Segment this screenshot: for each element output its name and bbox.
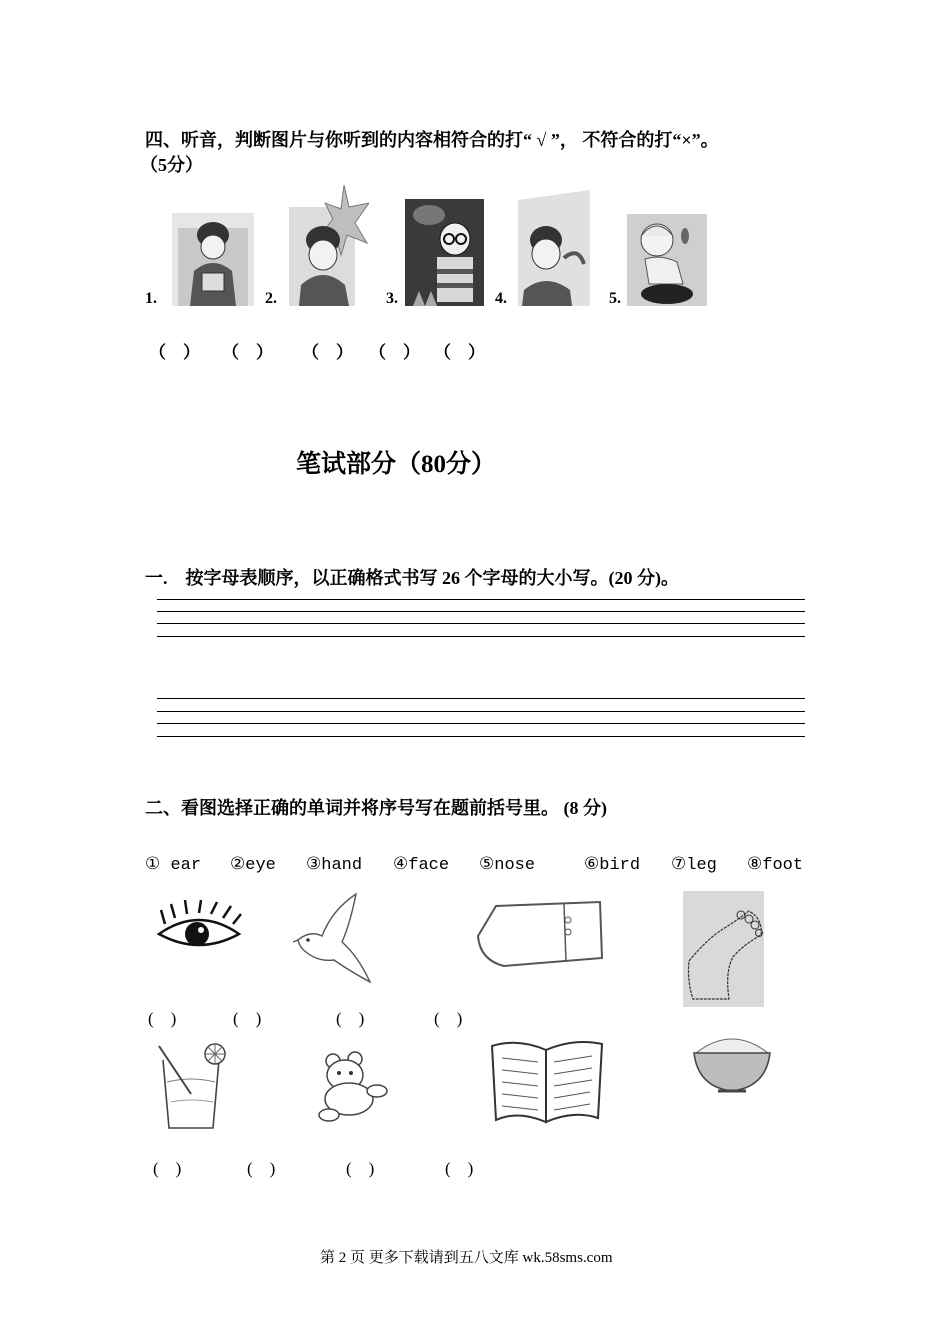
picture-number-5: 5.	[609, 290, 621, 307]
answer-paren-2[interactable]: （ ）	[222, 343, 273, 362]
word-option-7: ⑦leg	[671, 856, 717, 875]
written-part-title: 笔试部分（80分）	[296, 451, 497, 478]
section4-title: 四、听音，判断图片与你听到的内容相符合的打“ √ ”， 不符合的打“×”。	[145, 130, 719, 150]
section1-title: 一. 按字母表顺序，以正确格式书写 26 个字母的大小写。(20 分)。	[145, 568, 679, 588]
picture-number-3: 3.	[386, 290, 398, 307]
word-option-3: ③hand	[306, 856, 363, 875]
row1-answer-4[interactable]: ( )	[434, 1009, 463, 1028]
section4-score: （5分）	[140, 155, 203, 175]
row2-answer-3[interactable]: ( )	[346, 1159, 375, 1178]
row1-answer-1[interactable]: ( )	[148, 1009, 177, 1028]
writing-line	[157, 623, 805, 624]
boy-ear-picture	[518, 190, 590, 306]
boy-glasses-picture	[405, 199, 484, 306]
writing-line	[157, 736, 805, 737]
word-option-5: ⑤nose	[479, 856, 536, 875]
foot-picture	[683, 891, 764, 1007]
section2-title: 二、看图选择正确的单词并将序号写在题前括号里。 (8 分)	[145, 798, 607, 818]
writing-line	[157, 611, 805, 612]
row2-answer-2[interactable]: ( )	[247, 1159, 276, 1178]
row1-answer-2[interactable]: ( )	[233, 1009, 262, 1028]
writing-line	[157, 711, 805, 712]
eraser-picture	[474, 900, 606, 968]
picture-number-1: 1.	[145, 290, 157, 307]
row2-answer-4[interactable]: ( )	[445, 1159, 474, 1178]
row2-answer-1[interactable]: ( )	[153, 1159, 182, 1178]
writing-line	[157, 599, 805, 600]
writing-line	[157, 636, 805, 637]
juice-glass-picture	[155, 1042, 233, 1132]
answer-paren-3[interactable]: （ ）	[302, 343, 353, 362]
rice-bowl-picture	[690, 1025, 774, 1095]
answer-paren-5[interactable]: （ ）	[434, 343, 485, 362]
word-option-6: ⑥bird	[584, 856, 641, 875]
answer-paren-1[interactable]: （ ）	[149, 343, 200, 362]
page-footer: 第 2 页 更多下载请到五八文库 wk.58sms.com	[320, 1250, 613, 1266]
word-option-2: ②eye	[230, 856, 276, 875]
boy-mouth-picture	[172, 213, 254, 306]
picture-number-2: 2.	[265, 290, 277, 307]
writing-line	[157, 723, 805, 724]
girl-sitting-picture	[627, 214, 707, 306]
answer-paren-4[interactable]: （ ）	[369, 343, 420, 362]
writing-line	[157, 698, 805, 699]
bird-picture	[292, 890, 374, 990]
book-picture	[488, 1036, 606, 1126]
eye-picture	[155, 900, 243, 958]
word-option-8: ⑧foot	[747, 856, 804, 875]
picture-number-4: 4.	[495, 290, 507, 307]
word-option-1: ① ear	[145, 856, 202, 875]
row1-answer-3[interactable]: ( )	[336, 1009, 365, 1028]
teddy-bear-picture	[309, 1051, 391, 1123]
word-option-4: ④face	[393, 856, 450, 875]
boy-nose-picture	[289, 185, 369, 306]
